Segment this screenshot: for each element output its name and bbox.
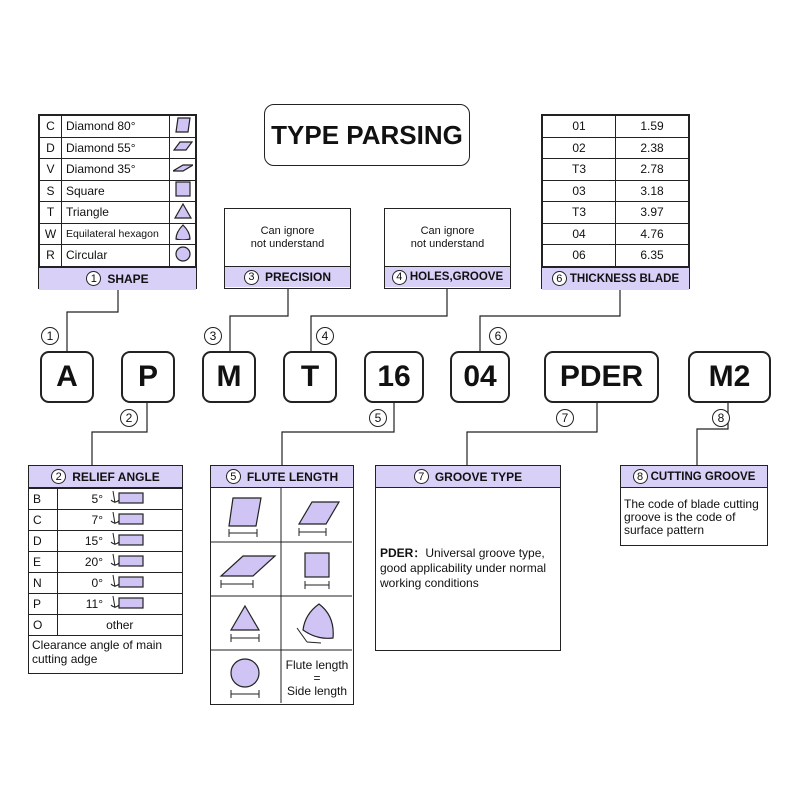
shape-row [40, 116, 196, 138]
shape-row [40, 202, 196, 224]
shape-name: Diamond 55° [62, 137, 170, 159]
thickness-code: 04 [543, 223, 616, 245]
shape-rows [39, 115, 196, 267]
precision-note-line1: Can ignore [260, 224, 315, 237]
flute-rhombus-80 [229, 498, 261, 537]
thickness-code: 03 [543, 180, 616, 202]
groove-header [376, 466, 560, 488]
holes-number: 4 [392, 270, 407, 285]
relief-footer: Clearance angle of main cutting adge [32, 638, 163, 666]
flute-table [210, 465, 354, 705]
trigon-icon [173, 224, 193, 240]
relief-row [29, 615, 182, 636]
relief-angle: 20° [57, 552, 107, 573]
groove-box [375, 465, 561, 651]
thickness-value: 2.78 [616, 159, 689, 181]
groove-number: 7 [414, 469, 429, 484]
holes-note-line2: not understand [410, 237, 485, 250]
shape-code: T [40, 202, 62, 224]
relief-icon-cell [107, 531, 182, 552]
relief-code: D [29, 531, 57, 552]
rhombus-80-icon [173, 117, 193, 133]
shape-icon-cell [170, 159, 196, 181]
circle-icon [231, 659, 259, 687]
code-box-shape: A [40, 351, 94, 403]
flute-note-line1: Flute length [285, 658, 349, 672]
relief-number: 2 [51, 469, 66, 484]
relief-row [29, 573, 182, 594]
thickness-table [541, 114, 690, 289]
relief-angle: 0° [57, 573, 107, 594]
relief-code: P [29, 594, 57, 615]
relief-angle: 7° [57, 510, 107, 531]
relief-icon-cell [107, 573, 182, 594]
thickness-row [543, 245, 689, 267]
connector-shape [67, 289, 118, 351]
trigon-icon [303, 604, 333, 638]
thickness-row [543, 223, 689, 245]
relief-code: B [29, 489, 57, 510]
relief-header-label: RELIEF ANGLE [72, 469, 160, 484]
thickness-value: 6.35 [616, 245, 689, 267]
shape-name: Circular [62, 245, 170, 267]
marker-1: 1 [41, 327, 59, 345]
shape-row [40, 245, 196, 267]
shape-code: S [40, 180, 62, 202]
relief-row [29, 552, 182, 573]
thickness-value: 3.18 [616, 180, 689, 202]
connector-relief [92, 403, 147, 465]
marker-8: 8 [712, 409, 730, 427]
flute-square [305, 553, 329, 589]
thickness-number: 6 [552, 271, 567, 286]
shape-row [40, 137, 196, 159]
rhombus-55-icon [299, 502, 339, 524]
relief-code: N [29, 573, 57, 594]
shape-name: Triangle [62, 202, 170, 224]
relief-code: C [29, 510, 57, 531]
marker-3: 3 [204, 327, 222, 345]
code-box-precision: M [202, 351, 256, 403]
rhombus-35-icon [173, 160, 193, 176]
relief-angle-icon [109, 491, 145, 505]
flute-header [211, 466, 353, 488]
flute-header-label: FLUTE LENGTH [246, 469, 339, 484]
thickness-value: 3.97 [616, 202, 689, 224]
holes-box [384, 208, 511, 289]
flute-note [282, 659, 352, 698]
precision-note [225, 209, 350, 266]
thickness-rows [542, 115, 689, 267]
shape-icon-cell [170, 202, 196, 224]
shape-code: C [40, 116, 62, 138]
thickness-value: 2.38 [616, 137, 689, 159]
code-box-relief: P [121, 351, 175, 403]
cutting-description: The code of blade cutting groove is the code of surface pattern [624, 497, 759, 537]
groove-label: PDER： [380, 546, 426, 560]
flute-rhombus-55 [299, 502, 339, 536]
code-box-cutting: M2 [688, 351, 771, 403]
groove-text: Universal groove type, good applicability under normal working conditions [380, 546, 547, 590]
rhombus-35-icon [221, 556, 275, 576]
shape-name: Diamond 80° [62, 116, 170, 138]
relief-row [29, 510, 182, 531]
shape-icon-cell [170, 116, 196, 138]
square-icon [305, 553, 329, 577]
shape-icon-cell [170, 223, 196, 245]
thickness-row [543, 116, 689, 138]
thickness-code: T3 [543, 202, 616, 224]
relief-angle-icon [109, 533, 145, 547]
thickness-code: 06 [543, 245, 616, 267]
shape-icon-cell [170, 137, 196, 159]
cutting-number: 8 [633, 469, 648, 484]
connector-groove [467, 403, 597, 465]
relief-rows [29, 488, 182, 636]
cutting-header [621, 466, 767, 488]
shape-header [39, 267, 196, 290]
relief-angle: other [57, 615, 182, 636]
flute-triangle [231, 606, 259, 642]
thickness-header-label: THICKNESS BLADE [569, 272, 680, 285]
cutting-header-label: CUTTING GROOVE [650, 470, 756, 483]
code-box-thickness: 04 [450, 351, 510, 403]
relief-header [29, 466, 182, 488]
thickness-code: 02 [543, 137, 616, 159]
marker-5: 5 [369, 409, 387, 427]
flute-note-line3: Side length [286, 684, 348, 698]
thickness-value: 1.59 [616, 116, 689, 138]
thickness-row [543, 159, 689, 181]
relief-icon-cell [107, 594, 182, 615]
relief-row [29, 531, 182, 552]
marker-7: 7 [556, 409, 574, 427]
relief-angle: 15° [57, 531, 107, 552]
thickness-header [542, 267, 689, 290]
relief-angle-icon [109, 575, 145, 589]
triangle-icon [173, 203, 193, 219]
connector-precision [230, 289, 288, 351]
relief-angle: 5° [57, 489, 107, 510]
shape-name: Equilateral hexagon [62, 223, 170, 245]
shape-icon-cell [170, 180, 196, 202]
relief-row [29, 489, 182, 510]
precision-number: 3 [244, 270, 259, 285]
shape-row [40, 159, 196, 181]
marker-6: 6 [489, 327, 507, 345]
cutting-box [620, 465, 768, 546]
shape-name: Diamond 35° [62, 159, 170, 181]
flute-trigon [297, 604, 333, 643]
holes-note [385, 209, 510, 266]
rhombus-55-icon [173, 138, 193, 154]
shape-code: W [40, 223, 62, 245]
code-box-flute: 16 [364, 351, 424, 403]
relief-angle-icon [109, 596, 145, 610]
relief-code: E [29, 552, 57, 573]
holes-header [385, 266, 510, 287]
rhombus-80-icon [229, 498, 261, 526]
thickness-row [543, 180, 689, 202]
shape-table [38, 114, 197, 289]
triangle-icon [231, 606, 259, 630]
relief-row [29, 594, 182, 615]
code-box-groove: PDER [544, 351, 659, 403]
relief-icon-cell [107, 552, 182, 573]
flute-circle [231, 659, 259, 698]
shape-header-label: SHAPE [107, 271, 149, 286]
precision-note-line2: not understand [250, 237, 325, 250]
shape-row [40, 180, 196, 202]
shape-icon-cell [170, 245, 196, 267]
flute-number: 5 [226, 469, 241, 484]
precision-box [224, 208, 351, 289]
precision-header-label: PRECISION [264, 270, 331, 284]
holes-note-line1: Can ignore [420, 224, 475, 237]
thickness-code: T3 [543, 159, 616, 181]
code-box-holes: T [283, 351, 337, 403]
shape-code: D [40, 137, 62, 159]
shape-code: V [40, 159, 62, 181]
marker-4: 4 [316, 327, 334, 345]
thickness-row [543, 202, 689, 224]
flute-note-line2: = [313, 671, 321, 685]
shape-code: R [40, 245, 62, 267]
shape-number: 1 [86, 271, 101, 286]
relief-code: O [29, 615, 57, 636]
thickness-code: 01 [543, 116, 616, 138]
groove-description [380, 546, 558, 591]
precision-header [225, 266, 350, 287]
shape-name: Square [62, 180, 170, 202]
thickness-value: 4.76 [616, 223, 689, 245]
marker-2: 2 [120, 409, 138, 427]
relief-angle-icon [109, 512, 145, 526]
shape-row [40, 223, 196, 245]
relief-icon-cell [107, 489, 182, 510]
circle-icon [173, 246, 193, 262]
relief-angle-icon [109, 554, 145, 568]
page-title: TYPE PARSING [264, 104, 470, 166]
relief-icon-cell [107, 510, 182, 531]
relief-table [28, 465, 183, 674]
thickness-row [543, 137, 689, 159]
square-icon [173, 181, 193, 197]
flute-rhombus-35 [221, 556, 275, 588]
groove-header-label: GROOVE TYPE [434, 469, 523, 484]
holes-header-label: HOLES,GROOVE [409, 271, 504, 283]
relief-angle: 11° [57, 594, 107, 615]
